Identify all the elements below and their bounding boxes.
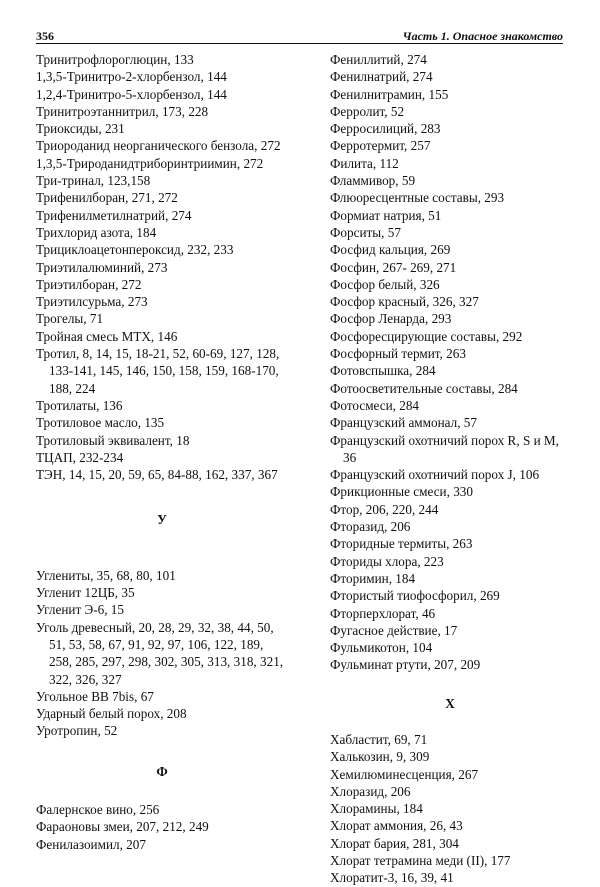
index-entry: Тротилаты, 136 bbox=[36, 397, 123, 413]
index-entry: Тринитроэтаннитрил, 173, 228 bbox=[36, 103, 209, 119]
index-entry: Триоксиды, 231 bbox=[36, 121, 125, 137]
index-entry: Форситы, 57 bbox=[330, 224, 401, 240]
index-entry: Уголь древесный, 20, 28, 29, 32, 38, 44, 50, 51, 53, 58, 67, 91, 92, 97, 106, 122, 189, 258, 285, 297, 298, 302, 305, 313, 318, 321, 322, 326, 327 bbox=[36, 619, 284, 687]
index-entry: Фторперхлорат, 46 bbox=[330, 605, 436, 621]
index-entry: Триороданид неорганического бензола, 272 bbox=[36, 138, 281, 154]
section-heading-u: У bbox=[157, 512, 167, 528]
page-number: 356 bbox=[36, 29, 54, 43]
index-entry: 1,3,5-Трироданидтриборинтриимин, 272 bbox=[36, 155, 264, 171]
index-entry: Фосфор Ленарда, 293 bbox=[330, 311, 452, 327]
index-entry: Трихлорид азота, 184 bbox=[36, 224, 157, 240]
index-entry: Фторидные термиты, 263 bbox=[330, 536, 473, 552]
index-column-left bbox=[36, 51, 288, 853]
index-entry: Фосфид кальция, 269 bbox=[330, 242, 451, 258]
index-entry: Угленит 12ЦБ, 35 bbox=[36, 585, 135, 601]
index-entry: Угленит Э-6, 15 bbox=[36, 602, 124, 618]
index-entry: Хемилюминесценция, 267 bbox=[330, 766, 479, 782]
index-entry: Фторимин, 184 bbox=[330, 570, 416, 586]
index-entry: Фтористый тиофосфорил, 269 bbox=[330, 588, 500, 604]
index-entry: Филита, 112 bbox=[330, 155, 399, 171]
index-entry: Тротиловый эквивалент, 18 bbox=[36, 432, 190, 448]
entries-group-f-cont bbox=[330, 51, 570, 674]
index-entry: Фульминат ртути, 207, 209 bbox=[330, 657, 481, 673]
index-entry: Фотосмеси, 284 bbox=[330, 397, 420, 413]
index-entry: Фотовспышка, 284 bbox=[330, 363, 436, 379]
index-entry: ТЦАП, 232-234 bbox=[36, 449, 124, 465]
index-entry: Фосфор красный, 326, 327 bbox=[330, 294, 479, 310]
index-entry: Трициклоацетонпероксид, 232, 233 bbox=[36, 242, 234, 258]
index-entry: Ферролит, 52 bbox=[330, 103, 405, 119]
index-entry: Французский охотничий порох J, 106 bbox=[330, 467, 540, 483]
index-entry: Хлорат бария, 281, 304 bbox=[330, 835, 459, 851]
index-entry: Хлорат тетрамина меди (II), 177 bbox=[330, 853, 511, 869]
index-entry: ТЭН, 14, 15, 20, 59, 65, 84-88, 162, 337, 367 bbox=[36, 467, 278, 483]
index-entry: Трифенилметилнатрий, 274 bbox=[36, 207, 192, 223]
index-entry: Фосфорный термит, 263 bbox=[330, 346, 466, 362]
index-entry: Фосфор белый, 326 bbox=[330, 276, 440, 292]
section-heading-f: Ф bbox=[156, 763, 168, 779]
index-entry: Угольное ВВ 7bis, 67 bbox=[36, 688, 154, 704]
index-entry: Триэтилсурьма, 273 bbox=[36, 294, 148, 310]
index-entry: Фульмикотон, 104 bbox=[330, 640, 433, 656]
index-entry: Формиат натрия, 51 bbox=[330, 207, 442, 223]
index-entry: Фараоновы змеи, 207, 212, 249 bbox=[36, 819, 209, 835]
index-entry: Ферросилиций, 283 bbox=[330, 121, 441, 137]
index-entry: Фторазид, 206 bbox=[330, 519, 411, 535]
index-entry: Фрикционные смеси, 330 bbox=[330, 484, 473, 500]
index-entry: Трифенилборан, 271, 272 bbox=[36, 190, 178, 206]
index-entry: Уротропин, 52 bbox=[36, 723, 118, 739]
index-entry: 1,3,5-Тринитро-2-хлорбензол, 144 bbox=[36, 69, 227, 85]
index-entry: Хлорамины, 184 bbox=[330, 801, 423, 817]
index-entry: Тротиловое масло, 135 bbox=[36, 415, 165, 431]
index-entry: Три-тринал, 123,158 bbox=[36, 173, 151, 189]
index-entry: Флюоресцентные составы, 293 bbox=[330, 190, 505, 206]
header-rule bbox=[36, 43, 563, 44]
index-entry: Фосфоресцирующие составы, 292 bbox=[330, 328, 523, 344]
page-header bbox=[36, 27, 563, 45]
index-entry: Ферротермит, 257 bbox=[330, 138, 431, 154]
index-entry: Халькозин, 9, 309 bbox=[330, 749, 430, 765]
index-entry: Тротил, 8, 14, 15, 18-21, 52, 60-69, 127, 128, 133-141, 145, 146, 150, 158, 159, 168-170, 188, 224 bbox=[36, 346, 280, 396]
index-entry: Хабластит, 69, 71 bbox=[330, 731, 428, 747]
index-entry: Фенилнитрамин, 155 bbox=[330, 86, 449, 102]
entries-group-u bbox=[36, 567, 288, 740]
index-column-right bbox=[330, 51, 570, 887]
section-heading-x: Х bbox=[445, 695, 455, 711]
entries-group-x bbox=[330, 731, 570, 887]
index-entry: Ударный белый порох, 208 bbox=[36, 706, 187, 722]
index-entry: Хлорат аммония, 26, 43 bbox=[330, 818, 463, 834]
index-entry: Фториды хлора, 223 bbox=[330, 553, 444, 569]
index-entry: Фенилнатрий, 274 bbox=[330, 69, 433, 85]
entries-group-f bbox=[36, 801, 288, 853]
index-entry: Фтор, 206, 220, 244 bbox=[330, 501, 439, 517]
entries-group-t bbox=[36, 51, 288, 483]
index-entry: Тринитрофлороглюцин, 133 bbox=[36, 52, 194, 67]
index-entry: Фосфин, 267- 269, 271 bbox=[330, 259, 457, 275]
index-entry: Триэтилалюминий, 273 bbox=[36, 259, 168, 275]
index-entry: Французский аммонал, 57 bbox=[330, 415, 477, 431]
index-entry: Фенилазоимил, 207 bbox=[36, 836, 146, 852]
index-entry: Фалернское вино, 256 bbox=[36, 801, 160, 817]
index-entry: Хлоратит-3, 16, 39, 41 bbox=[330, 870, 454, 886]
index-entry: Углениты, 35, 68, 80, 101 bbox=[36, 567, 176, 583]
index-entry: Фениллитий, 274 bbox=[330, 52, 427, 67]
index-entry: Французский охотничий порох R, S и M, 36 bbox=[330, 432, 559, 465]
index-entry: Фугасное действие, 17 bbox=[330, 622, 458, 638]
index-entry: Фламмивор, 59 bbox=[330, 173, 416, 189]
index-entry: Триэтилборан, 272 bbox=[36, 276, 142, 292]
index-entry: Тройная смесь МТХ, 146 bbox=[36, 328, 178, 344]
index-entry: Трогелы, 71 bbox=[36, 311, 104, 327]
running-title: Часть 1. Опасное знакомство bbox=[402, 29, 563, 43]
index-entry: 1,2,4-Тринитро-5-хлорбензол, 144 bbox=[36, 86, 227, 102]
index-entry: Хлоразид, 206 bbox=[330, 783, 411, 799]
index-entry: Фотоосветительные составы, 284 bbox=[330, 380, 518, 396]
